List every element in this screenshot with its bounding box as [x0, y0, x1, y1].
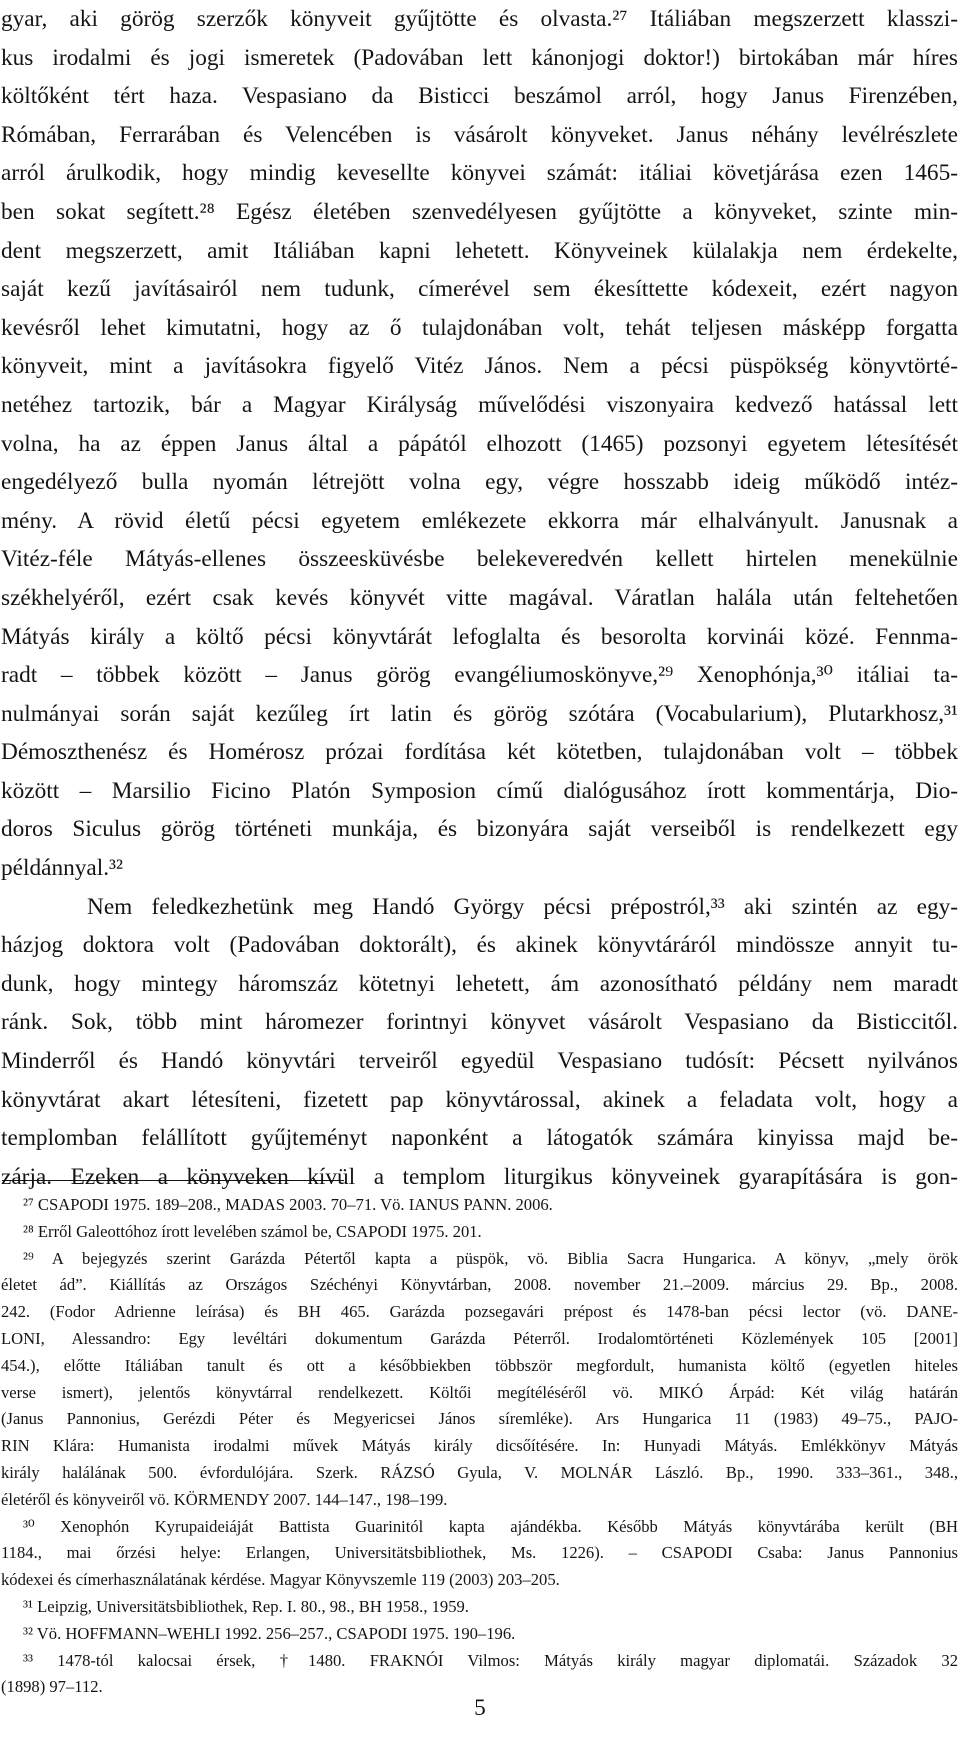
footnote-line: (1898) 97–112. [1, 1677, 103, 1697]
body-line: könyveit, mint a javításokra figyelő Vitéz János. Nem a pécsi püspökség könyvtörté- [1, 353, 958, 380]
body-line: volna, ha az éppen Janus által a pápától elhozott (1465) pozsonyi egyetem létesítését [1, 430, 958, 457]
footnote-line: király halálának 500. évfordulójára. Szerk. RÁZSÓ Gyula, V. MOLNÁR László. Bp., 1990. 333–361., 348., [1, 1462, 958, 1482]
footnote-line: életet ád”. Kiállítás az Országos Széchényi Könyvtárban, 2008. november 21.–2009. március 29. Bp., 2008. [1, 1275, 958, 1295]
body-line: között – Marsilio Ficino Platón Symposion című dialógusához írott kommentárja, Dio- [1, 777, 958, 804]
footnote-line: verse ismert), jelentős könyvtárral rendelkezett. Költői megítéléséről vö. MIKÓ Árpád: Két világ határán [1, 1382, 958, 1402]
footnote-line: ³³ 1478-tól kalocsai érsek, †1480. FRAKNÓI Vilmos: Mátyás király magyar diplomatái. Századok 32 [23, 1650, 958, 1670]
body-line: dent megszerzett, amit Itáliában kapni lehetett. Könyveinek külalakja nem érdekelte, [1, 237, 958, 264]
body-line: Vitéz-féle Mátyás-ellenes összeesküvésbe belekeveredvén kellett hirtelen menekülnie [1, 546, 958, 573]
footnote-line: LONI, Alessandro: Egy levéltári dokumentum Garázda Péterről. Irodalomtörténeti Közlemények 105 [2001] [1, 1328, 958, 1348]
body-line: nulmányai során saját kezűleg írt latin és görög szótára (Vocabularium), Plutarkhosz,³¹ [1, 700, 958, 727]
body-line: Mátyás király a költő pécsi könyvtárát lefoglalta és besorolta korvinái közé. Fennma- [1, 623, 958, 650]
footnote-line: kódexei és címerhasználatának kérdése. Magyar Könyvszemle 119 (2003) 203–205. [1, 1570, 560, 1590]
body-line: Démoszthenész és Homérosz prózai fordítása két kötetben, tulajdonában volt – többek [1, 739, 958, 766]
footnote-line: ²⁹ A bejegyzés szerint Garázda Pétertől kapta a püspök, vö. Biblia Sacra Hungarica. A könyv, „mely örök [23, 1248, 958, 1268]
body-line: zárja. Ezeken a könyveken kívül a templom liturgikus könyveinek gyarapítására is gon- [1, 1163, 958, 1190]
footnote-line: 242. (Fodor Adrienne leírása) és BH 465. Garázda pozsegavári prépost és 1478-ban pécsi lector (vö. DANE- [1, 1302, 958, 1322]
footnote-line: 454.), előtte Itáliában tanult és ott a későbbiekben többször megfordult, humanista költő (egyetlen hiteles [1, 1355, 958, 1375]
body-line: arról árulkodik, hogy mindig kevesellte könyvei számát: itáliai követjárása ezen 1465- [1, 160, 958, 187]
body-line: dunk, hogy mintegy háromszáz kötetnyi lehetett, ám azonosítható példány nem maradt [1, 970, 958, 997]
footnote-line: életéről és könyveiről vö. KÖRMENDY 2007. 144–147., 198–199. [1, 1489, 448, 1509]
body-text [1, 0, 958, 1196]
body-line: házjog doktora volt (Padovában doktorált), és akinek könyvtáráról mindössze annyit tu- [1, 932, 958, 959]
body-line: engedélyező bulla nyomán létrejött volna egy, végre hosszabb ideig működő intéz- [1, 469, 958, 496]
footnote-separator [2, 1180, 344, 1181]
body-line: templomban felállított gyűjteményt naponként a látogatók számára kinyissa majd be- [1, 1125, 958, 1152]
footnote-line: ³² Vö. HOFFMANN–WEHLI 1992. 256–257., CSAPODI 1975. 190–196. [23, 1623, 516, 1643]
body-line: radt – többek között – Janus görög evangéliumoskönyve,²⁹ Xenophónja,³⁰ itáliai ta- [1, 662, 958, 689]
body-line: kevésről lehet kimutatni, hogy az ő tulajdonában volt, tehát teljesen másképp forgatta [1, 314, 958, 341]
body-line: kus irodalmi és jogi ismeretek (Padovában lett kánonjogi doktor!) birtokában már híres [1, 44, 958, 71]
body-line: ránk. Sok, több mint háromezer forintnyi könyvet vásárolt Vespasiano da Bisticcitől. [1, 1009, 958, 1036]
body-line: székhelyéről, ezért csak kevés könyvét vitte magával. Váratlan halála után feltehetően [1, 584, 958, 611]
body-line: könyvtárat akart létesíteni, fizetett pap könyvtárossal, akinek a feladata volt, hogy a [1, 1086, 958, 1113]
body-line: Nem feledkezhetünk meg Handó György pécsi prépostról,³³ aki szintén az egy- [87, 893, 958, 920]
body-line: netéhez tartozik, bár a Magyar Királyság művelődési viszonyaira kedvező hatással lett [1, 391, 958, 418]
body-line: ben sokat segített.²⁸ Egész életében szenvedélyesen gyűjtötte a könyveket, szinte min- [1, 198, 958, 225]
body-line: mény. A rövid életű pécsi egyetem emlékezete ekkorra már elhalványult. Janusnak a [1, 507, 958, 534]
footnote-line: ²⁸ Erről Galeottóhoz írott levelében számol be, CSAPODI 1975. 201. [23, 1221, 482, 1241]
footnote-line: ³¹ Leipzig, Universitätsbibliothek, Rep. I. 80., 98., BH 1958., 1959. [23, 1596, 469, 1616]
body-line: példánnyal.³² [1, 855, 124, 882]
footnote-line: RIN Klára: Humanista irodalmi művek Mátyás király dicsőítésére. In: Hunyadi Mátyás. Emlékkönyv Mátyás [1, 1436, 958, 1456]
body-line: Rómában, Ferrarában és Velencében is vásárolt könyveket. Janus néhány levélrészlete [1, 121, 958, 148]
body-line: doros Siculus görög történeti munkája, és bizonyára saját verseiből is rendelkezett egy [1, 816, 958, 843]
body-line: saját kezű javításairól nem tudunk, címerével sem ékesíttette kódexeit, ezért nagyon [1, 276, 958, 303]
footnotes [1, 1192, 958, 1701]
body-line: gyar, aki görög szerzők könyveit gyűjtötte és olvasta.²⁷ Itáliában megszerzett klasszi- [1, 6, 958, 32]
body-line: Minderről és Handó könyvtári terveiről egyedül Vespasiano tudósít: Pécsett nyilvános [1, 1048, 958, 1075]
body-line: költőként tért haza. Vespasiano da Bisticci beszámol arról, hogy Janus Firenzében, [1, 83, 958, 110]
footnote-line: 1184., mai őrzési helye: Erlangen, Universitätsbibliothek, Ms. 1226). – CSAPODI Csaba: Janus Pannonius [1, 1543, 958, 1563]
footnote-line: ³⁰ Xenophón Kyrupaideiáját Battista Guarinitól kapta ajándékba. Később Mátyás könyvtárába került (BH [23, 1516, 958, 1536]
footnote-line: ²⁷ CSAPODI 1975. 189–208., MADAS 2003. 70–71. Vö. IANUS PANN. 2006. [23, 1195, 553, 1214]
footnote-line: (Janus Pannonius, Gerézdi Péter és Megyericsei János síremléke). Ars Hungarica 11 (1983) 49–75., PAJO- [1, 1409, 958, 1429]
page-number: 5 [474, 1695, 486, 1721]
